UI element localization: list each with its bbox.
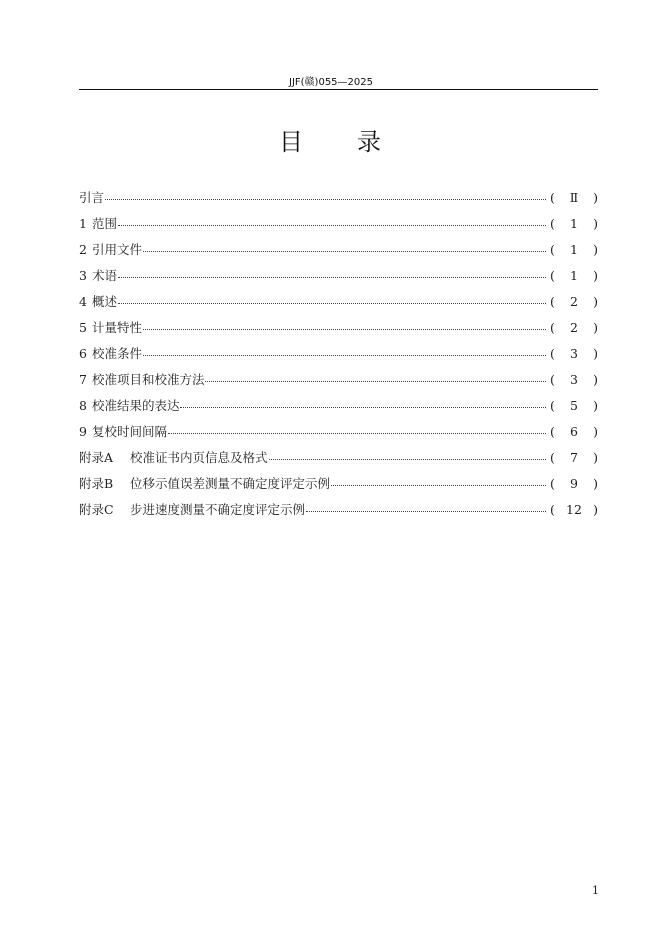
toc-leader-dots <box>331 485 546 486</box>
toc-page-ref <box>550 242 598 257</box>
toc-page-ref <box>550 450 598 465</box>
toc-entry-label <box>79 292 117 310</box>
header-rule <box>79 89 598 90</box>
toc-close-paren: ) <box>593 241 598 257</box>
toc-close-paren: ) <box>593 501 598 517</box>
toc-entry-label <box>79 396 179 414</box>
toc-page-ref <box>550 424 598 439</box>
toc-leader-dots <box>143 355 546 356</box>
toc-page-number: 2 <box>570 319 578 335</box>
toc-section-number: 9 <box>79 424 87 439</box>
toc-leader-dots <box>143 251 546 252</box>
toc-entry-title: 校准结果的表达 <box>91 398 180 413</box>
toc-page-ref <box>550 346 598 361</box>
toc-open-paren: ( <box>550 267 555 283</box>
toc-close-paren: ) <box>593 371 598 387</box>
toc-entry[interactable] <box>79 288 598 314</box>
toc-page-ref <box>550 190 598 205</box>
toc-entry-title: 概述 <box>91 294 117 309</box>
toc-page-number: 9 <box>570 475 578 491</box>
toc-open-paren: ( <box>550 345 555 361</box>
page-title <box>0 122 662 157</box>
toc-entry[interactable] <box>79 392 598 418</box>
toc-leader-dots <box>118 277 546 278</box>
toc-page-ref <box>550 502 598 517</box>
toc-entry[interactable] <box>79 418 598 444</box>
toc-close-paren: ) <box>593 449 598 465</box>
toc-leader-dots <box>269 459 546 460</box>
toc-page-ref <box>550 372 598 387</box>
toc-open-paren: ( <box>550 371 555 387</box>
table-of-contents <box>79 184 598 522</box>
toc-close-paren: ) <box>593 345 598 361</box>
toc-page-ref <box>550 320 598 335</box>
toc-leader-dots <box>118 225 546 226</box>
toc-close-paren: ) <box>593 267 598 283</box>
toc-page-number: 1 <box>570 215 578 231</box>
toc-open-paren: ( <box>550 319 555 335</box>
toc-page-number: Ⅱ <box>569 189 579 205</box>
toc-entry[interactable] <box>79 262 598 288</box>
toc-entry-title: 位移示值误差测量不确定度评定示例 <box>130 476 331 491</box>
toc-page-number: 2 <box>570 293 578 309</box>
toc-entry-label <box>79 214 117 232</box>
toc-entry-label <box>79 448 268 466</box>
toc-open-paren: ( <box>550 189 555 205</box>
toc-page-number: 12 <box>566 501 582 517</box>
toc-entry[interactable] <box>79 366 598 392</box>
toc-entry-title: 校准条件 <box>91 346 142 361</box>
toc-section-number: 5 <box>79 320 87 335</box>
toc-page-number: 3 <box>570 371 578 387</box>
toc-entry-label <box>79 188 104 206</box>
toc-leader-dots <box>143 329 546 330</box>
toc-entry-title: 校准项目和校准方法 <box>91 372 205 387</box>
toc-section-number: 8 <box>79 398 87 413</box>
toc-section-number: 2 <box>79 242 87 257</box>
toc-entry[interactable] <box>79 236 598 262</box>
toc-entry-label <box>79 370 204 388</box>
toc-open-paren: ( <box>550 501 555 517</box>
toc-open-paren: ( <box>550 397 555 413</box>
toc-page-ref <box>550 398 598 413</box>
toc-page-ref <box>550 476 598 491</box>
toc-section-number: 3 <box>79 268 87 283</box>
title-char-1: 目 <box>279 128 305 156</box>
toc-leader-dots <box>205 381 546 382</box>
toc-entry-title: 引言 <box>79 190 105 205</box>
toc-entry[interactable] <box>79 210 598 236</box>
toc-entry-title: 计量特性 <box>91 320 142 335</box>
toc-appendix-label: 附录C <box>79 502 114 517</box>
toc-section-number: 6 <box>79 346 87 361</box>
title-char-2: 录 <box>357 128 383 156</box>
toc-open-paren: ( <box>550 241 555 257</box>
toc-entry-label <box>79 266 117 284</box>
toc-entry-title: 步进速度测量不确定度评定示例 <box>130 502 306 517</box>
toc-entry-title: 复校时间间隔 <box>91 424 167 439</box>
toc-entry-label <box>79 474 330 492</box>
toc-page-number: 5 <box>570 397 578 413</box>
toc-section-number: 7 <box>79 372 87 387</box>
toc-appendix-label: 附录A <box>79 450 114 465</box>
toc-close-paren: ) <box>593 319 598 335</box>
toc-close-paren: ) <box>593 475 598 491</box>
toc-open-paren: ( <box>550 423 555 439</box>
toc-entry-label <box>79 422 167 440</box>
toc-entry-title: 校准证书内页信息及格式 <box>130 450 268 465</box>
toc-entry[interactable] <box>79 314 598 340</box>
toc-close-paren: ) <box>593 293 598 309</box>
toc-page-number: 1 <box>570 241 578 257</box>
toc-page-number: 7 <box>570 449 578 465</box>
toc-page-ref <box>550 294 598 309</box>
toc-entry-label <box>79 318 142 336</box>
toc-entry-title: 范围 <box>91 216 117 231</box>
toc-close-paren: ) <box>593 397 598 413</box>
toc-leader-dots <box>118 303 546 304</box>
toc-entry-label <box>79 240 142 258</box>
toc-section-number: 4 <box>79 294 87 309</box>
toc-entry[interactable] <box>79 184 598 210</box>
toc-entry[interactable] <box>79 444 598 470</box>
toc-section-number: 1 <box>79 216 87 231</box>
toc-leader-dots <box>180 407 546 408</box>
toc-page-ref <box>550 268 598 283</box>
toc-appendix-label: 附录B <box>79 476 114 491</box>
standard-code-header: JJF(赣)055—2025 <box>289 77 373 88</box>
toc-close-paren: ) <box>593 215 598 231</box>
toc-page-number: 1 <box>570 267 578 283</box>
toc-page-ref <box>550 216 598 231</box>
toc-leader-dots <box>168 433 546 434</box>
toc-open-paren: ( <box>550 449 555 465</box>
toc-entry-title: 引用文件 <box>91 242 142 257</box>
toc-entry[interactable] <box>79 496 598 522</box>
toc-entry-label <box>79 500 305 518</box>
toc-open-paren: ( <box>550 293 555 309</box>
toc-entry-label <box>79 344 142 362</box>
toc-entry[interactable] <box>79 340 598 366</box>
toc-entry-title: 术语 <box>91 268 117 283</box>
toc-open-paren: ( <box>550 215 555 231</box>
toc-close-paren: ) <box>593 189 598 205</box>
toc-open-paren: ( <box>550 475 555 491</box>
toc-close-paren: ) <box>593 423 598 439</box>
toc-entry[interactable] <box>79 470 598 496</box>
toc-leader-dots <box>105 199 546 200</box>
toc-page-number: 3 <box>570 345 578 361</box>
toc-page-number: 6 <box>570 423 578 439</box>
toc-leader-dots <box>306 511 546 512</box>
page-number: 1 <box>592 884 599 897</box>
